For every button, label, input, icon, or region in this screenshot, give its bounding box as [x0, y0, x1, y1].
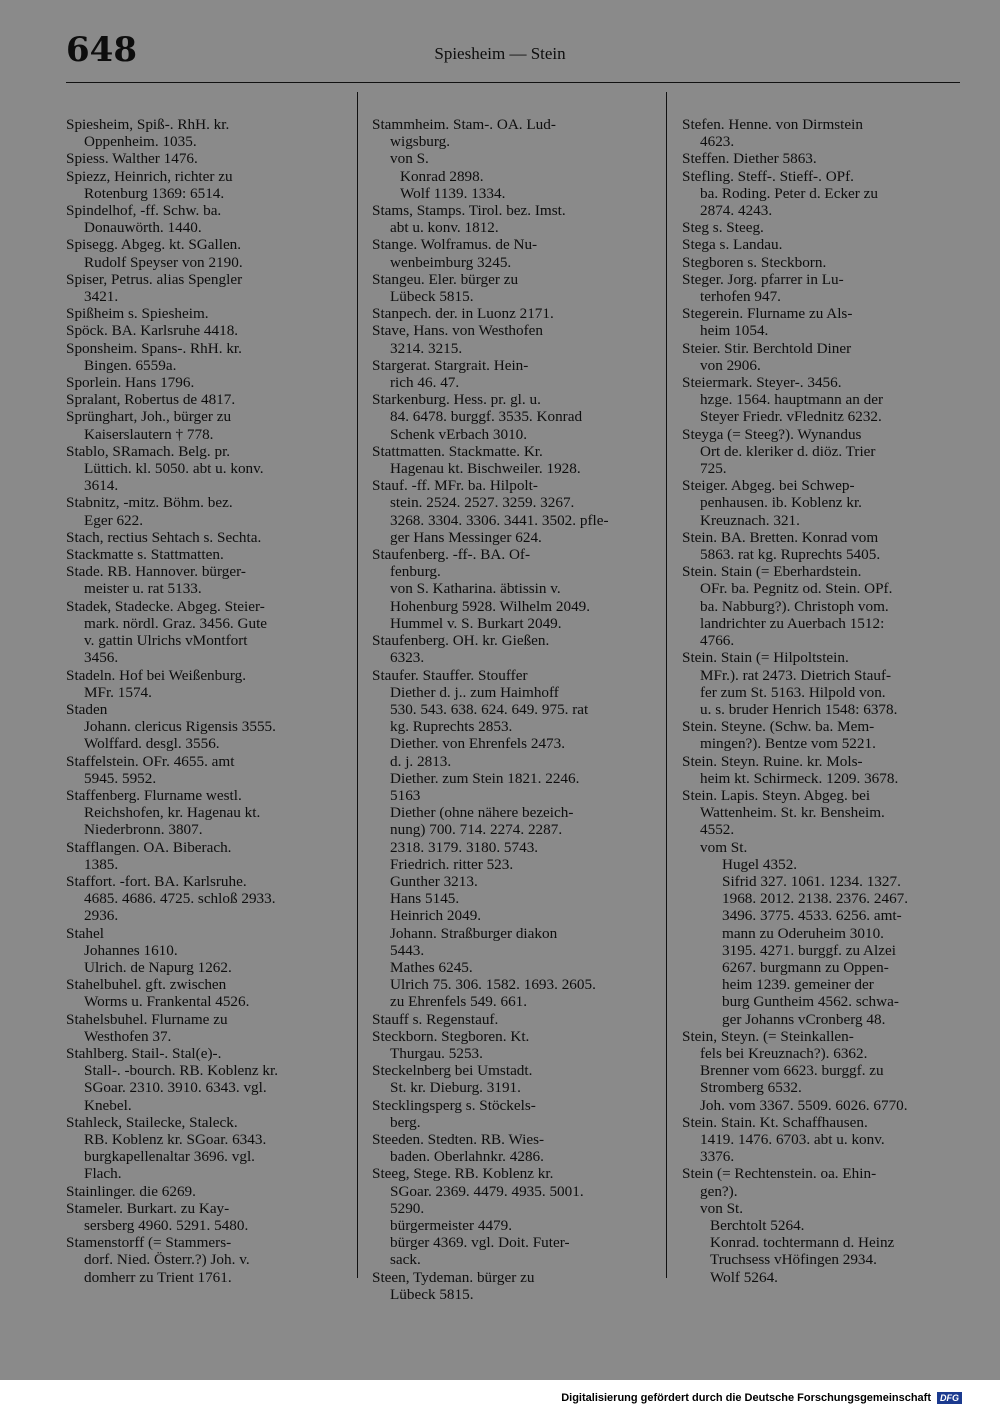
- index-entry: [372, 1028, 650, 1062]
- entry-line: Diether (ohne nähere bezeich-: [390, 804, 574, 822]
- entry-line: Ulrich 75. 306. 1582. 1693. 2605.: [390, 976, 596, 994]
- entry-line: Friedrich. ritter 523.: [390, 855, 514, 873]
- entry-line: berg.: [390, 1113, 421, 1131]
- entry-line: Stromberg 6532.: [700, 1079, 802, 1097]
- entry-line: SGoar. 2310. 3910. 6343. vgl.: [84, 1079, 267, 1097]
- index-entry: [66, 1011, 341, 1045]
- entry-headline: Stach, rectius Sehtach s. Sechta.: [66, 528, 262, 546]
- index-entry: [682, 340, 960, 374]
- entry-headline: Steeg, Stege. RB. Koblenz kr.: [372, 1165, 554, 1183]
- entry-headline: Sporlein. Hans 1796.: [66, 374, 195, 392]
- index-entry: [66, 787, 341, 839]
- entry-line: vom St.: [700, 838, 748, 856]
- entry-line: 3614.: [84, 477, 119, 495]
- index-entry: [372, 1165, 650, 1268]
- entry-headline: Steyga (= Steeg?). Wynandus: [682, 425, 862, 443]
- entry-line: penhausen. ib. Koblenz kr.: [700, 494, 862, 512]
- entry-line: wenbeimburg 3245.: [390, 253, 512, 271]
- column-divider-2: [666, 92, 667, 1278]
- index-entry: [372, 477, 650, 546]
- index-entry: [66, 1234, 341, 1286]
- entry-headline: Steger. Jorg. pfarrer in Lu-: [682, 270, 844, 288]
- dfg-logo: DFG: [937, 1392, 962, 1404]
- entry-headline: Steiger. Abgeg. bei Schwep-: [682, 477, 855, 495]
- index-entry: [66, 150, 341, 167]
- entry-headline: Stegerein. Flurname zu Als-: [682, 305, 853, 323]
- entry-line: Hagenau kt. Bischweiler. 1928.: [390, 460, 581, 478]
- entry-line: terhofen 947.: [700, 288, 781, 306]
- entry-line: Joh. vom 3367. 5509. 6026. 6770.: [700, 1096, 908, 1114]
- entry-headline: Stangeu. Eler. bürger zu: [372, 270, 519, 288]
- entry-line: Reichshofen, kr. Hagenau kt.: [84, 804, 261, 822]
- entry-line: 1968. 2012. 2138. 2376. 2467.: [722, 890, 909, 908]
- entry-line: Wattenheim. St. kr. Bensheim.: [700, 804, 885, 822]
- entry-line: 6323.: [390, 649, 425, 667]
- index-entry: [66, 168, 341, 202]
- entry-headline: Steffen. Diether 5863.: [682, 150, 817, 168]
- entry-line: Steyer Friedr. vFlednitz 6232.: [700, 408, 882, 426]
- column-2: [372, 116, 650, 1303]
- index-entry: [66, 1114, 341, 1183]
- entry-line: 530. 543. 638. 624. 649. 975. rat: [390, 700, 589, 718]
- index-entry: [682, 236, 960, 253]
- entry-line: Johann. clericus Rigensis 3555.: [84, 718, 276, 736]
- entry-line: Wolf 1139. 1334.: [400, 184, 506, 202]
- entry-headline: Stefen. Henne. von Dirmstein: [682, 116, 863, 133]
- entry-line: MFr.). rat 2473. Dietrich Stauf-: [700, 666, 892, 684]
- entry-line: mark. nördl. Graz. 3456. Gute: [84, 614, 268, 632]
- index-entry: [372, 667, 650, 1011]
- index-entry: [66, 873, 341, 925]
- entry-headline: Stein. Steyne. (Schw. ba. Mem-: [682, 718, 875, 736]
- entry-headline: Steen, Tydeman. bürger zu: [372, 1268, 535, 1286]
- entry-line: u. s. bruder Henrich 1548: 6378.: [700, 700, 898, 718]
- entry-line: nung) 700. 714. 2274. 2287.: [390, 821, 563, 839]
- entry-headline: Stein. Stain. Kt. Schaffhausen.: [682, 1113, 868, 1131]
- index-entry: [372, 632, 650, 666]
- entry-line: von S. Katharina. äbtissin v.: [390, 580, 561, 598]
- entry-line: Wolf 5264.: [710, 1268, 778, 1286]
- entry-headline: Spralant, Robertus de 4817.: [66, 391, 236, 409]
- entry-line: Diether. zum Stein 1821. 2246.: [390, 769, 580, 787]
- index-entry: [66, 701, 341, 753]
- index-entry: [66, 408, 341, 442]
- index-entry: [682, 649, 960, 718]
- entry-line: Thurgau. 5253.: [390, 1044, 483, 1062]
- entry-line: mingen?). Bentze vom 5221.: [700, 735, 876, 753]
- entry-line: landrichter zu Auerbach 1512:: [700, 614, 885, 632]
- entry-line: Berchtolt 5264.: [710, 1217, 805, 1234]
- entry-line: Lüttich. kl. 5050. abt u. konv.: [84, 460, 264, 478]
- entry-line: 1419. 1476. 6703. abt u. konv.: [700, 1130, 885, 1148]
- page-number: 648: [66, 30, 137, 70]
- entry-headline: Stahel: [66, 924, 104, 942]
- index-entry: [372, 1269, 650, 1303]
- entry-headline: Stanpech. der. in Luonz 2171.: [372, 305, 554, 323]
- index-entry: [66, 340, 341, 374]
- entry-line: 4552.: [700, 821, 735, 839]
- index-entry: [682, 529, 960, 563]
- entry-line: 5290.: [390, 1199, 425, 1217]
- entry-line: heim 1054.: [700, 322, 769, 340]
- footer-text: Digitalisierung gefördert durch die Deutsche Forschungsgemeinschaft: [561, 1392, 931, 1404]
- entry-line: Schenk vErbach 3010.: [390, 425, 528, 443]
- entry-headline: Staden: [66, 700, 108, 718]
- entry-headline: Stattmatten. Stackmatte. Kr.: [372, 442, 543, 460]
- entry-line: Kaiserslautern † 778.: [84, 425, 214, 443]
- index-entry: [682, 753, 960, 787]
- entry-line: Kreuznach. 321.: [700, 511, 800, 529]
- entry-line: 3268. 3304. 3306. 3441. 3502. pfle-: [390, 511, 609, 529]
- entry-line: Knebel.: [84, 1096, 132, 1114]
- entry-headline: Stein. Stain (= Hilpoltstein.: [682, 649, 849, 667]
- entry-line: 3456.: [84, 649, 119, 667]
- index-entry: [682, 477, 960, 529]
- entry-line: Stall-. -bourch. RB. Koblenz kr.: [84, 1062, 279, 1080]
- entry-line: Westhofen 37.: [84, 1027, 172, 1045]
- index-entry: [682, 305, 960, 339]
- index-entry: [66, 443, 341, 495]
- entry-headline: Stade. RB. Hannover. bürger-: [66, 563, 246, 581]
- index-entry: [372, 202, 650, 236]
- entry-headline: Stahelsbuhel. Flurname zu: [66, 1010, 228, 1028]
- entry-headline: Spiezz, Heinrich, richter zu: [66, 167, 233, 185]
- column-3: [682, 116, 960, 1286]
- entry-headline: Staffelstein. OFr. 4655. amt: [66, 752, 235, 770]
- index-entry: [372, 1131, 650, 1165]
- entry-line: 84. 6478. burggf. 3535. Konrad: [390, 408, 583, 426]
- entry-line: Hohenburg 5928. Wilhelm 2049.: [390, 597, 591, 615]
- entry-line: RB. Koblenz kr. SGoar. 6343.: [84, 1130, 267, 1148]
- entry-line: von 2906.: [700, 356, 761, 374]
- entry-line: hzge. 1564. hauptmann an der: [700, 391, 884, 409]
- index-entry: [66, 529, 341, 546]
- entry-line: Sifrid 327. 1061. 1234. 1327.: [722, 872, 901, 890]
- entry-line: Johann. Straßburger diakon: [390, 924, 558, 942]
- entry-headline: Staufenberg. -ff-. BA. Of-: [372, 546, 531, 564]
- entry-line: 3496. 3775. 4533. 6256. amt-: [722, 907, 902, 925]
- entry-line: Bingen. 6559a.: [84, 356, 177, 374]
- entry-headline: Spöck. BA. Karlsruhe 4418.: [66, 322, 239, 340]
- index-entry: [682, 150, 960, 167]
- entry-headline: Steckelnberg bei Umstadt.: [372, 1062, 533, 1080]
- entry-line: Hans 5145.: [390, 890, 460, 908]
- index-entry: [66, 305, 341, 322]
- index-entry: [682, 1165, 960, 1285]
- index-entry: [682, 787, 960, 1028]
- entry-line: ba. Nabburg?). Christoph vom.: [700, 597, 889, 615]
- entry-line: mann zu Oderuheim 3010.: [722, 924, 884, 942]
- entry-line: burgkapellenaltar 3696. vgl.: [84, 1148, 255, 1166]
- entry-headline: Steiermark. Steyer-. 3456.: [682, 374, 842, 392]
- index-entry: [372, 236, 650, 270]
- entry-line: ger Johanns vCronberg 48.: [722, 1010, 886, 1028]
- entry-line: Rotenburg 1369: 6514.: [84, 184, 225, 202]
- entry-line: 1385.: [84, 855, 119, 873]
- entry-headline: Stein (= Rechtenstein. oa. Ehin-: [682, 1165, 877, 1183]
- entry-line: Hugel 4352.: [722, 855, 798, 873]
- index-entry: [66, 976, 341, 1010]
- index-entry: [66, 271, 341, 305]
- entry-headline: Stadek, Stadecke. Abgeg. Steier-: [66, 597, 265, 615]
- entry-line: Wolffard. desgl. 3556.: [84, 735, 220, 753]
- entry-headline: Spindelhof, -ff. Schw. ba.: [66, 202, 222, 220]
- entry-line: meister u. rat 5133.: [84, 580, 202, 598]
- entry-line: 2874. 4243.: [700, 202, 773, 220]
- entry-line: sersberg 4960. 5291. 5480.: [84, 1217, 249, 1234]
- entry-line: Ort de. kleriker d. diöz. Trier: [700, 442, 876, 460]
- entry-line: 725.: [700, 460, 727, 478]
- entry-headline: Staffort. -fort. BA. Karlsruhe.: [66, 872, 247, 890]
- entry-headline: Sprünghart, Joh., bürger zu: [66, 408, 232, 426]
- entry-line: 4685. 4686. 4725. schloß 2933.: [84, 890, 276, 908]
- entry-line: bürger 4369. vgl. Doit. Futer-: [390, 1234, 570, 1252]
- entry-line: Konrad. tochtermann d. Heinz: [710, 1234, 895, 1252]
- entry-headline: Stauf. -ff. MFr. ba. Hilpolt-: [372, 477, 538, 495]
- entry-line: domherr zu Trient 1761.: [84, 1268, 232, 1286]
- index-entry: [66, 202, 341, 236]
- entry-line: Lübeck 5815.: [390, 288, 474, 306]
- entry-headline: Stahleck, Stailecke, Staleck.: [66, 1113, 238, 1131]
- entry-headline: Stein. Lapis. Steyn. Abgeg. bei: [682, 786, 871, 804]
- entry-line: Heinrich 2049.: [390, 907, 482, 925]
- entry-headline: Spisegg. Abgeg. kt. SGallen.: [66, 236, 242, 254]
- entry-line: sack.: [390, 1251, 421, 1269]
- entry-headline: Stadeln. Hof bei Weißenburg.: [66, 666, 247, 684]
- entry-line: ba. Roding. Peter d. Ecker zu: [700, 184, 878, 202]
- entry-line: bürgermeister 4479.: [390, 1217, 513, 1234]
- entry-line: 3195. 4271. burggf. zu Alzei: [722, 941, 896, 959]
- index-entry: [682, 271, 960, 305]
- entry-line: abt u. konv. 1812.: [390, 219, 499, 237]
- entry-line: v. gattin Ulrichs vMontfort: [84, 632, 248, 650]
- index-entry: [372, 322, 650, 356]
- column-divider-1: [357, 92, 358, 1278]
- index-entry: [682, 374, 960, 426]
- index-entry: [372, 1062, 650, 1096]
- entry-line: Johannes 1610.: [84, 941, 178, 959]
- entry-line: stein. 2524. 2527. 3259. 3267.: [390, 494, 575, 512]
- index-entry: [372, 357, 650, 391]
- entry-headline: Stahelbuhel. gft. zwischen: [66, 976, 227, 994]
- index-entry: [682, 168, 960, 220]
- entry-headline: Steckborn. Stegboren. Kt.: [372, 1027, 530, 1045]
- entry-line: rich 46. 47.: [390, 374, 460, 392]
- entry-headline: Stegboren s. Steckborn.: [682, 253, 827, 271]
- entry-line: von S.: [390, 150, 429, 168]
- entry-line: MFr. 1574.: [84, 683, 152, 701]
- entry-headline: Starkenburg. Hess. pr. gl. u.: [372, 391, 541, 409]
- index-entry: [372, 1097, 650, 1131]
- entry-line: Konrad 2898.: [400, 167, 484, 185]
- index-entry: [66, 236, 341, 270]
- index-entry: [66, 563, 341, 597]
- entry-headline: Staffenberg. Flurname westl.: [66, 786, 242, 804]
- column-1: [66, 116, 341, 1286]
- entry-headline: Stahlberg. Stail-. Stal(e)-.: [66, 1044, 222, 1062]
- entry-line: kg. Ruprechts 2853.: [390, 718, 513, 736]
- entry-line: wigsburg.: [390, 133, 451, 151]
- entry-line: burg Guntheim 4562. schwa-: [722, 993, 899, 1011]
- entry-headline: Stein. Stain (= Eberhardstein.: [682, 563, 862, 581]
- entry-line: OFr. ba. Pegnitz od. Stein. OPf.: [700, 580, 893, 598]
- entry-line: 5163: [390, 786, 421, 804]
- index-entry: [66, 1183, 341, 1200]
- entry-headline: Stega s. Landau.: [682, 236, 783, 254]
- index-entry: [372, 116, 650, 202]
- entry-line: Rudolf Speyser von 2190.: [84, 253, 243, 271]
- entry-headline: Stein. Steyn. Ruine. kr. Mols-: [682, 752, 863, 770]
- entry-line: ger Hans Messinger 624.: [390, 528, 542, 546]
- index-entry: [66, 1045, 341, 1114]
- index-entry: [66, 598, 341, 667]
- entry-headline: Sponsheim. Spans-. RhH. kr.: [66, 339, 242, 357]
- entry-line: Lübeck 5815.: [390, 1285, 474, 1303]
- index-entry: [66, 925, 341, 977]
- index-entry: [682, 1114, 960, 1166]
- entry-line: heim 1239. gemeiner der: [722, 976, 874, 994]
- entry-headline: Stainlinger. die 6269.: [66, 1182, 196, 1200]
- index-entry: [66, 391, 341, 408]
- header-rule: [66, 82, 960, 83]
- index-entry: [682, 254, 960, 271]
- entry-line: SGoar. 2369. 4479. 4935. 5001.: [390, 1182, 584, 1200]
- entry-headline: Stargerat. Stargrait. Hein-: [372, 356, 529, 374]
- entry-line: St. kr. Dieburg. 3191.: [390, 1079, 521, 1097]
- entry-line: 6267. burgmann zu Oppen-: [722, 958, 889, 976]
- entry-line: 4766.: [700, 632, 735, 650]
- index-entry: [66, 667, 341, 701]
- entry-line: fer zum St. 5163. Hilpold von.: [700, 683, 886, 701]
- entry-line: Truchsess vHöfingen 2934.: [710, 1251, 877, 1269]
- entry-headline: Stein, Steyn. (= Steinkallen-: [682, 1027, 854, 1045]
- entry-line: Oppenheim. 1035.: [84, 133, 197, 151]
- index-entry: [372, 1011, 650, 1028]
- index-entry: [682, 219, 960, 236]
- entry-line: Gunther 3213.: [390, 872, 478, 890]
- index-entry: [66, 839, 341, 873]
- entry-headline: Stefling. Steff-. Stieff-. OPf.: [682, 167, 854, 185]
- running-head: Spiesheim — Stein: [434, 44, 566, 63]
- entry-line: 5945. 5952.: [84, 769, 157, 787]
- entry-headline: Stamenstorff (= Stammers-: [66, 1234, 232, 1252]
- entry-line: Mathes 6245.: [390, 958, 473, 976]
- entry-line: Flach.: [84, 1165, 122, 1183]
- entry-headline: Stammheim. Stam-. OA. Lud-: [372, 116, 556, 133]
- entry-headline: Steg s. Steeg.: [682, 219, 764, 237]
- index-entry: [682, 426, 960, 478]
- index-entry: [66, 322, 341, 339]
- entry-line: 2936.: [84, 907, 119, 925]
- entry-line: Eger 622.: [84, 511, 144, 529]
- entry-line: von St.: [700, 1199, 744, 1217]
- entry-headline: Staufenberg. OH. kr. Gießen.: [372, 632, 550, 650]
- index-entry: [682, 718, 960, 752]
- entry-headline: Stabnitz, -mitz. Böhm. bez.: [66, 494, 233, 512]
- index-entry: [682, 116, 960, 150]
- index-entry: [372, 271, 650, 305]
- entry-headline: Spiesheim, Spiß-. RhH. kr.: [66, 116, 230, 133]
- index-entry: [66, 1200, 341, 1234]
- index-entry: [66, 116, 341, 150]
- index-entry: [372, 546, 650, 632]
- entry-headline: Stange. Wolframus. de Nu-: [372, 236, 538, 254]
- entry-headline: Spißheim s. Spiesheim.: [66, 305, 209, 323]
- entry-line: heim kt. Schirmeck. 1209. 3678.: [700, 769, 899, 787]
- index-entry: [372, 305, 650, 322]
- entry-line: gen?).: [700, 1182, 738, 1200]
- index-entry: [66, 546, 341, 563]
- entry-line: d. j. 2813.: [390, 752, 452, 770]
- index-entry: [66, 753, 341, 787]
- entry-headline: Spiser, Petrus. alias Spengler: [66, 270, 243, 288]
- entry-headline: Stackmatte s. Stattmatten.: [66, 546, 224, 564]
- entry-headline: Stameler. Burkart. zu Kay-: [66, 1199, 230, 1217]
- entry-line: fenburg.: [390, 563, 441, 581]
- entry-line: 3214. 3215.: [390, 339, 463, 357]
- entry-line: 5443.: [390, 941, 425, 959]
- entry-headline: Stave, Hans. von Westhofen: [372, 322, 544, 340]
- entry-line: Diether d. j.. zum Haimhoff: [390, 683, 559, 701]
- entry-line: zu Ehrenfels 549. 661.: [390, 993, 528, 1011]
- entry-line: baden. Oberlahnkr. 4286.: [390, 1148, 544, 1166]
- entry-line: 3376.: [700, 1148, 735, 1166]
- index-entry: [372, 391, 650, 443]
- entry-line: fels bei Kreuznach?). 6362.: [700, 1044, 868, 1062]
- entry-headline: Stauff s. Regenstauf.: [372, 1010, 499, 1028]
- entry-line: Niederbronn. 3807.: [84, 821, 203, 839]
- entry-headline: Staufer. Stauffer. Stouffer: [372, 666, 528, 684]
- entry-line: 3421.: [84, 288, 119, 306]
- entry-line: Diether. von Ehrenfels 2473.: [390, 735, 566, 753]
- entry-line: Brenner vom 6623. burggf. zu: [700, 1062, 884, 1080]
- entry-line: 5863. rat kg. Ruprechts 5405.: [700, 546, 881, 564]
- index-entry: [372, 443, 650, 477]
- index-entry: [682, 1028, 960, 1114]
- entry-headline: Steeden. Stedten. RB. Wies-: [372, 1130, 545, 1148]
- entry-headline: Stams, Stamps. Tirol. bez. Imst.: [372, 202, 566, 220]
- entry-line: Hummel v. S. Burkart 2049.: [390, 614, 562, 632]
- entry-headline: Stein. BA. Bretten. Konrad vom: [682, 528, 879, 546]
- entry-line: Ulrich. de Napurg 1262.: [84, 958, 232, 976]
- footer-credit: [561, 1392, 962, 1404]
- entry-headline: Stafflangen. OA. Biberach.: [66, 838, 232, 856]
- entry-line: 4623.: [700, 133, 735, 151]
- entry-line: dorf. Nied. Österr.?) Joh. v.: [84, 1251, 250, 1269]
- entry-headline: Steier. Stir. Berchtold Diner: [682, 339, 852, 357]
- entry-line: 2318. 3179. 3180. 5743.: [390, 838, 539, 856]
- entry-line: Worms u. Frankental 4526.: [84, 993, 250, 1011]
- index-entry: [66, 494, 341, 528]
- index-entry: [682, 563, 960, 649]
- entry-headline: Stablo, SRamach. Belg. pr.: [66, 442, 231, 460]
- entry-headline: Stecklingsperg s. Stöckels-: [372, 1096, 536, 1114]
- entry-headline: Spiess. Walther 1476.: [66, 150, 198, 168]
- entry-line: Donauwörth. 1440.: [84, 219, 202, 237]
- index-entry: [66, 374, 341, 391]
